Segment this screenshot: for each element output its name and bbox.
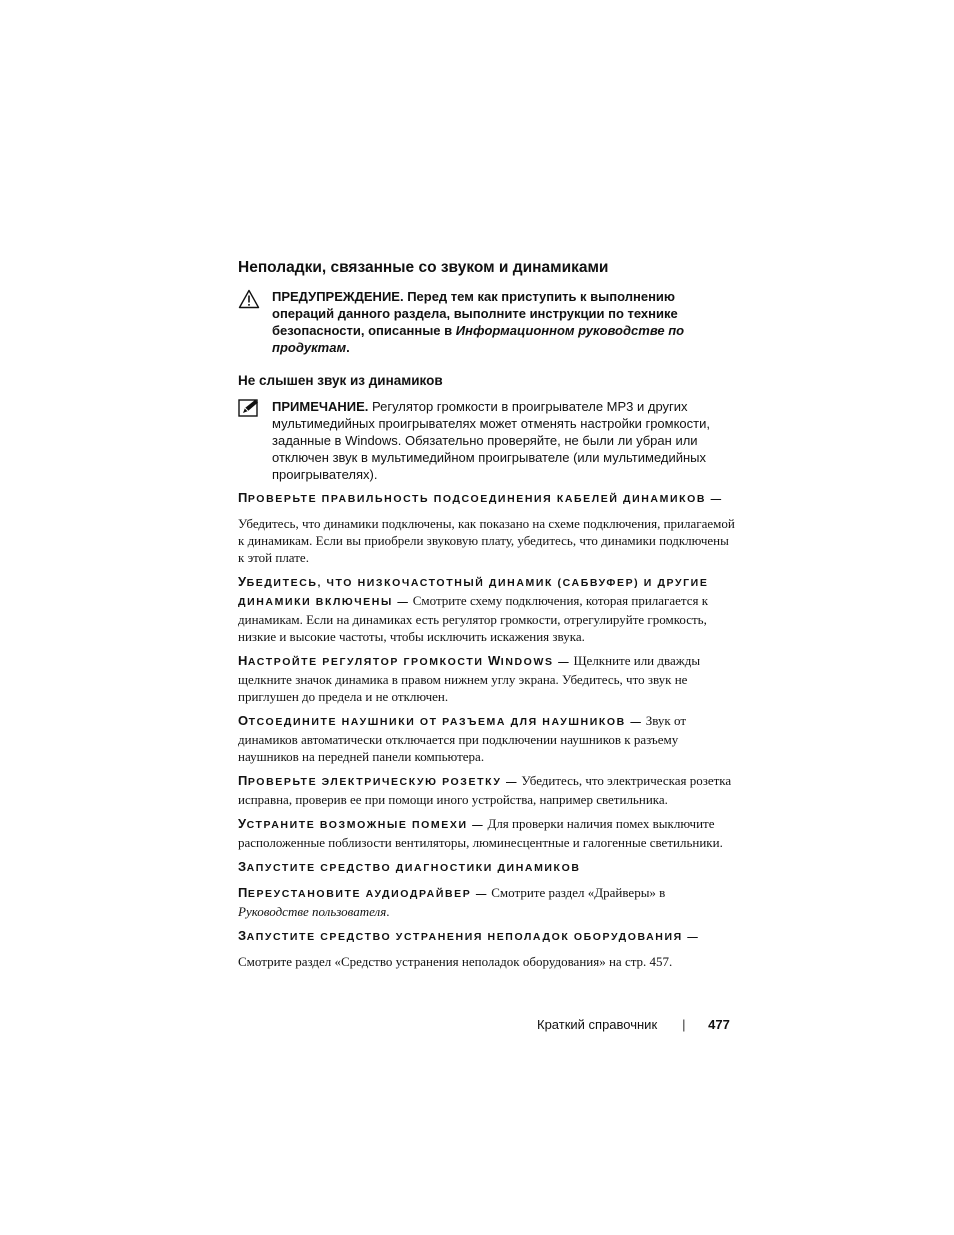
section-body: Смотрите раздел «Драйверы» в bbox=[491, 885, 666, 900]
subtitle: Не слышен звук из динамиков bbox=[238, 373, 443, 388]
section-heading: ЗАПУСТИТЕ СРЕДСТВО ДИАГНОСТИКИ ДИНАМИКОВ bbox=[238, 859, 581, 874]
page-footer bbox=[537, 1016, 747, 1033]
section-heading: ЗАПУСТИТЕ СРЕДСТВО УСТРАНЕНИЯ НЕПОЛАДОК ОБОРУДОВАНИЯ — bbox=[238, 928, 700, 943]
section-body: Убедитесь, что электрическая розетка исправна, проверив ее при помощи иного устройства, например светильника. bbox=[238, 773, 732, 807]
warning-text: ПРЕДУПРЕЖДЕНИЕ. Перед тем как приступить к выполнению операций данного раздела, выполните инструкции по технике безопасности, описанные в Информационном руководстве по продуктам. bbox=[272, 289, 685, 355]
page-number: 477 bbox=[708, 1017, 730, 1032]
section-subwoofer bbox=[238, 573, 738, 645]
section-body: Убедитесь, что динамики подключены, как показано на схеме подключения, прилагаемой к динамикам. Если вы приобрели звуковую плату, убедитесь, что динамики подключены к этой плате. bbox=[238, 516, 735, 565]
section-troubleshooter bbox=[238, 927, 738, 970]
section-heading: ОТСОЕДИНИТЕ НАУШНИКИ ОТ РАЗЪЕМА ДЛЯ НАУШНИКОВ — bbox=[238, 713, 643, 728]
section-volume bbox=[238, 652, 738, 705]
footer-separator: | bbox=[682, 1017, 686, 1032]
note-pencil-icon bbox=[238, 398, 272, 422]
note-label: ПРИМЕЧАНИЕ. bbox=[272, 399, 369, 414]
section-diagnostics bbox=[238, 858, 738, 877]
warning-triangle-icon bbox=[238, 288, 272, 314]
section-body: Щелкните или дважды щелкните значок динамика в правом нижнем углу экрана. Убедитесь, что звук не приглушен до предела и не отключен. bbox=[238, 653, 701, 704]
section-headphones bbox=[238, 712, 738, 765]
note-notice bbox=[238, 398, 738, 483]
section-driver: ПЕРЕУСТАНОВИТЕ АУДИОДРАЙВЕР — Смотрите раздел «Драйверы» в Руководстве пользователя. bbox=[238, 885, 666, 919]
section-body: Звук от динамиков автоматически отключается при подключении наушников к разъему наушников на передней панели компьютера. bbox=[238, 713, 687, 764]
page-content bbox=[238, 258, 738, 977]
section-heading: ПЕРЕУСТАНОВИТЕ АУДИОДРАЙВЕР — bbox=[238, 885, 488, 900]
section-outlet bbox=[238, 772, 738, 808]
warning-notice bbox=[238, 288, 738, 356]
warning-italic: Информационном руководстве по продуктам bbox=[272, 323, 685, 355]
section-body-italic: Руководстве пользователя bbox=[238, 904, 387, 919]
section-cables bbox=[238, 489, 738, 566]
note-text: ПРИМЕЧАНИЕ. Регулятор громкости в проигрывателе MP3 и других мультимедийных проигрывателях может отменять настройки громкости, заданные в Windows. Обязательно проверяйте, не были ли убран или отключен звук в мультимедийном проигрывателе (или мультимедийных проигрывателях). bbox=[272, 399, 710, 482]
page-title: Неполадки, связанные со звуком и динамиками bbox=[238, 259, 609, 276]
section-interference bbox=[238, 815, 738, 851]
section-heading: УСТРАНИТЕ ВОЗМОЖНЫЕ ПОМЕХИ — bbox=[238, 816, 485, 831]
section-body: Смотрите раздел «Средство устранения неполадок оборудования» на стр. 457. bbox=[238, 954, 673, 969]
section-heading: ПРОВЕРЬТЕ ЭЛЕКТРИЧЕСКУЮ РОЗЕТКУ — bbox=[238, 773, 519, 788]
section-body: Для проверки наличия помех выключите расположенные поблизости вентиляторы, люминесцентные и галогенные светильники. bbox=[238, 816, 723, 850]
footer-label: Краткий справочник bbox=[537, 1017, 658, 1032]
section-heading: УБЕДИТЕСЬ, ЧТО НИЗКОЧАСТОТНЫЙ ДИНАМИК (САБВУФЕР) И ДРУГИЕ ДИНАМИКИ ВКЛЮЧЕНЫ — bbox=[238, 574, 709, 608]
section-heading: ПРОВЕРЬТЕ ПРАВИЛЬНОСТЬ ПОДСОЕДИНЕНИЯ КАБЕЛЕЙ ДИНАМИКОВ — bbox=[238, 490, 723, 505]
warning-label: ПРЕДУПРЕЖДЕНИЕ. bbox=[272, 289, 404, 304]
section-body: Смотрите схему подключения, которая прилагается к динамикам. Если на динамиках есть регулятор громкости, отрегулируйте громкость, низкие и высокие частоты, чтобы исключить искажения звука. bbox=[238, 593, 709, 644]
section-heading: НАСТРОЙТЕ РЕГУЛЯТОР ГРОМКОСТИ WINDOWS — bbox=[238, 653, 571, 668]
